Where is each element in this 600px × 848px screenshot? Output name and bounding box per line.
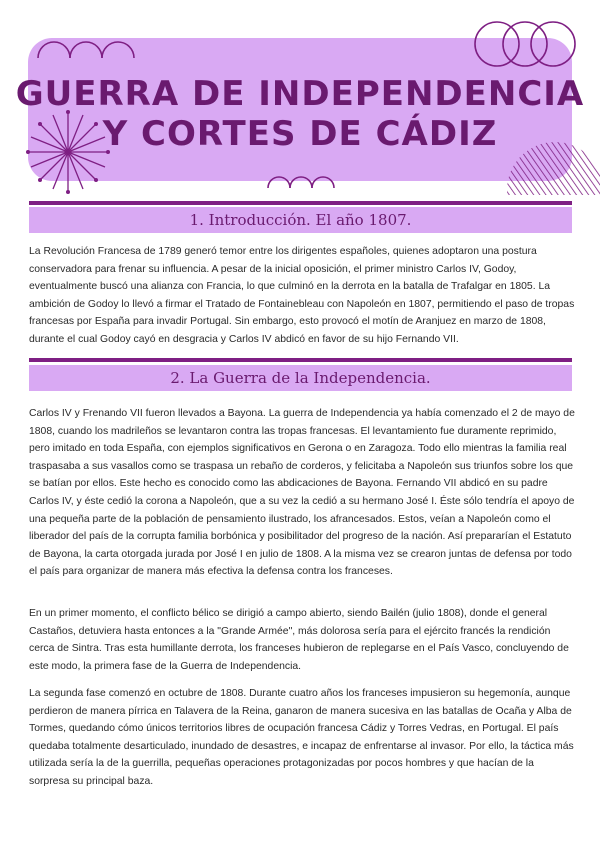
zigzag-decoration [268,177,334,188]
title-line-2: Y CORTES DE CÁDIZ [102,114,498,154]
section-2-paragraph-2: En un primer momento, el conflicto bélico se dirigió a campo abierto, siendo Bailén (julio 1808), donde el general Castaños, detuviera hasta entonces a la "Grande Armée", más dolorosa sería para el ejército francés la rendición cerca de Sintra. Tras esta humillante derrota, los franceses hubieron de replegarse en el País Vasco, concluyendo de este modo, la primera fase de la Guerra de Independencia. [29,608,569,672]
arcs-decoration [38,42,134,58]
section-2-paragraph-3: La segunda fase comenzó en octubre de 1808. Durante cuatro años los franceses impusieron su hegemonía, aunque perdieron de manera pírrica en Talavera de la Reina, ganaron de manera sucesiva en las batallas de Ocaña y Alba de Tormes, quedando cómo únicos territorios libres de ocupación francesa Cádiz y Torres Vedras, en Portugal. El país quedaba totalmente desarticulado, inundado de desastres, e incapaz de enfrentarse al invasor. Por ello, la táctica más utilizada sería la de la guerrilla, pequeñas operaciones protagonizadas por pocos hombres y que hacían de la sorpresa su principal baza. [29,688,574,787]
section-1-divider [29,201,572,205]
title-line-1: GUERRA DE INDEPENDENCIA [15,74,585,114]
section-2-divider [29,358,572,362]
section-2-heading: 2. La Guerra de la Independencia. [170,369,431,387]
page-title [0,74,600,154]
section-2-paragraph-1: Carlos IV y Frenando VII fueron llevados a Bayona. La guerra de Independencia ya había comenzado el 2 de mayo de 1808, cuando los madrileños se levantaron contra las tropas francesas. El levantamiento fue duramente reprimido, pero imitado en toda España, con ejemplos significativos en Gerona o en Zaragoza. Todo ello mientras la familia real traspasaba a sus vasallos como se traspasa un rebaño de corderos, y felicitaba a Napoleón sus triunfos sobre los que se batían por ellos. Este hecho es conocido como las abdicaciones de Bayona. Fernando VII abdicó en su padre Carlos IV, y éste cedió la corona a Napoleón, que a su vez la cedió a su hermano José I. Éste sólo tendría el apoyo de una pequeña parte de la población de pensamiento ilustrado, los afrancesados. Estos, veían a Napoleón como el liberador del país de la corrupta familia borbónica y posibilitador del progreso de la nación. Así prepararían el Estatuto de Bayona, la carta otorgada jurada por José I en julio de 1808. A la misma vez se crearon juntas de defensa por todo el país para organizar de manera más efectiva la defensa contra los franceses. [29,408,575,578]
section-1-heading: 1. Introducción. El año 1807. [189,211,412,229]
section-1-paragraph-1: La Revolución Francesa de 1789 generó temor entre los dirigentes españoles, quienes adoptaron una postura conservadora para frenar su influencia. A pesar de la inicial oposición, el primer ministro Carlos IV, Godoy, eventualmente buscó una alianza con Francia, lo que culminó en la derrota en la batalla de Trafalgar en 1805. La ambición de Godoy lo llevó a firmar el Tratado de Fontainebleau con Napoleón en 1807, permitiendo el paso de tropas francesas por España para invadir Portugal. Sin embargo, esto provocó el motín de Aranjuez en marzo de 1808, durante el cual Godoy cayó en desgracia y Carlos IV abdicó en favor de su hijo Fernando VII. [29,246,575,345]
circles-decoration [475,22,575,66]
